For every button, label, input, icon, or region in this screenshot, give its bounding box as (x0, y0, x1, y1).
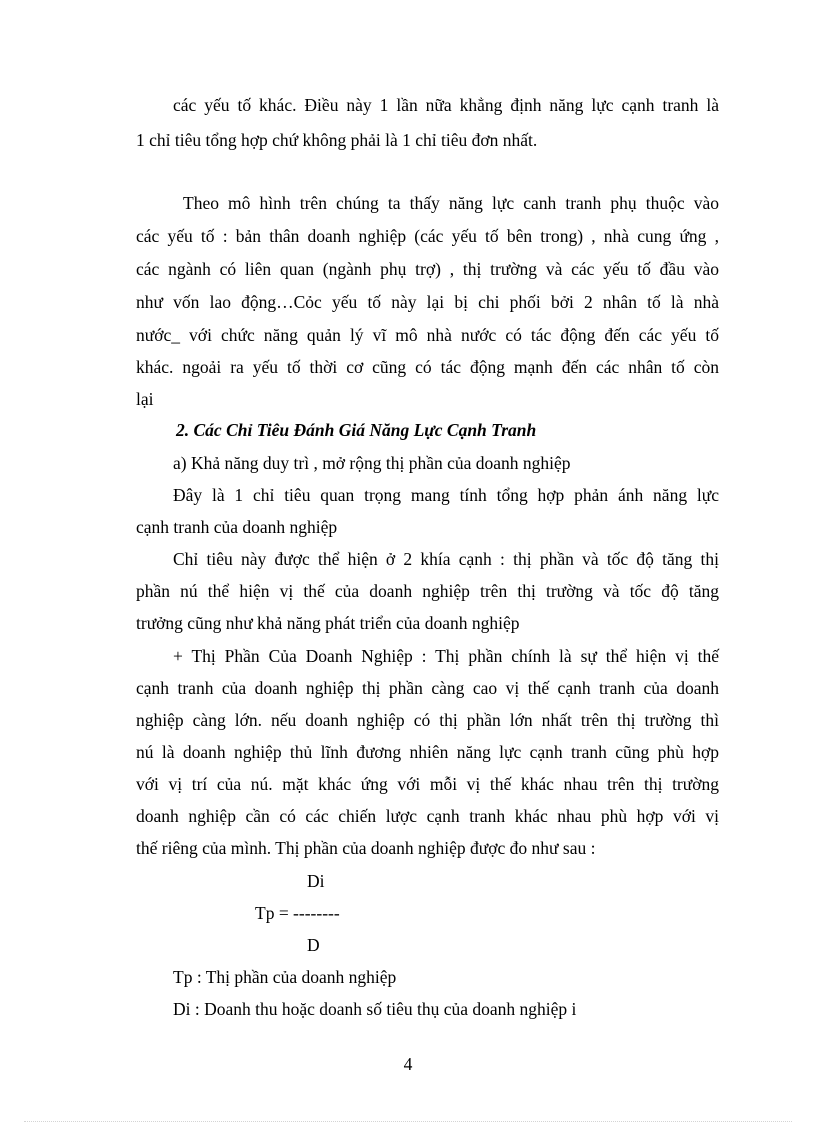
para5-line6: doanh nghiệp cần có các chiến lược cạnh tranh khác nhau phù hợp với vị (136, 806, 719, 826)
para5-line2: cạnh tranh của doanh nghiệp thị phần càng cao vị thế cạnh tranh của doanh (136, 678, 719, 698)
section-heading: 2. Các Chỉ Tiêu Đánh Giá Năng Lực Cạnh Tranh (176, 420, 537, 440)
para1-line1: các yếu tố khác. Điều này 1 lần nữa khẳng định năng lực cạnh tranh là (173, 95, 719, 115)
para5-line3: nghiệp càng lớn. nếu doanh nghiệp có thị phần lớn nhất trên thị trường thì (136, 710, 719, 730)
formula-numerator: Di (307, 871, 325, 891)
para1-line2: 1 chỉ tiêu tổng hợp chứ không phải là 1 chỉ tiêu đơn nhất. (136, 130, 538, 150)
para2-line4: như vốn lao động…Cỏc yếu tố này lại bị chi phối bởi 2 nhân tố là nhà (136, 292, 719, 312)
para5-line4: nú là doanh nghiệp thủ lĩnh đương nhiên năng lực cạnh tranh cũng phù hợp (136, 742, 719, 762)
para2-line2: các yếu tố : bản thân doanh nghiệp (các yếu tố bên trong) , nhà cung ứng , (136, 226, 719, 246)
subsection-a: a) Khả năng duy trì , mở rộng thị phần của doanh nghiệp (173, 453, 571, 473)
para4-line2: phần nú thể hiện vị thế của doanh nghiệp trên thị trường và tốc độ tăng (136, 581, 719, 601)
para5-line7: thế riêng của mình. Thị phần của doanh nghiệp được đo như sau : (136, 838, 596, 858)
page-number: 4 (403, 1054, 413, 1074)
para5-line1: + Thị Phần Của Doanh Nghiệp : Thị phần chính là sự thể hiện vị thế (173, 646, 719, 666)
para4-line3: trưởng cũng như khả năng phát triển của doanh nghiệp (136, 613, 520, 633)
definition-tp: Tp : Thị phần của doanh nghiệp (173, 967, 397, 987)
para2-line6: khác. ngoải ra yếu tố thời cơ cũng có tác động mạnh đến các nhân tố còn (136, 357, 719, 377)
para5-line5: với vị trí của nú. mặt khác ứng với mỗi vị thế khác nhau trên thị trường (136, 774, 719, 794)
para4-line1: Chỉ tiêu này được thể hiện ở 2 khía cạnh : thị phần và tốc độ tăng thị (173, 549, 719, 569)
para2-line1: Theo mô hình trên chúng ta thấy năng lực canh tranh phụ thuộc vào (183, 193, 719, 213)
para2-line7: lại (136, 389, 154, 409)
formula-lhs: Tp = -------- (255, 903, 340, 923)
para2-line3: các ngành có liên quan (ngành phụ trợ) , thị trường và các yếu tố đầu vào (136, 259, 719, 279)
para3-line1: Đây là 1 chỉ tiêu quan trọng mang tính tổng hợp phản ánh năng lực (173, 485, 719, 505)
formula-denominator: D (307, 935, 320, 955)
para2-line5: nước_ với chức năng quản lý vĩ mô nhà nước có tác động đến các yếu tố (136, 325, 719, 345)
page-bottom-divider (24, 1121, 792, 1122)
definition-di: Di : Doanh thu hoặc doanh số tiêu thụ của doanh nghiệp i (173, 999, 577, 1019)
para3-line2: cạnh tranh của doanh nghiệp (136, 517, 338, 537)
